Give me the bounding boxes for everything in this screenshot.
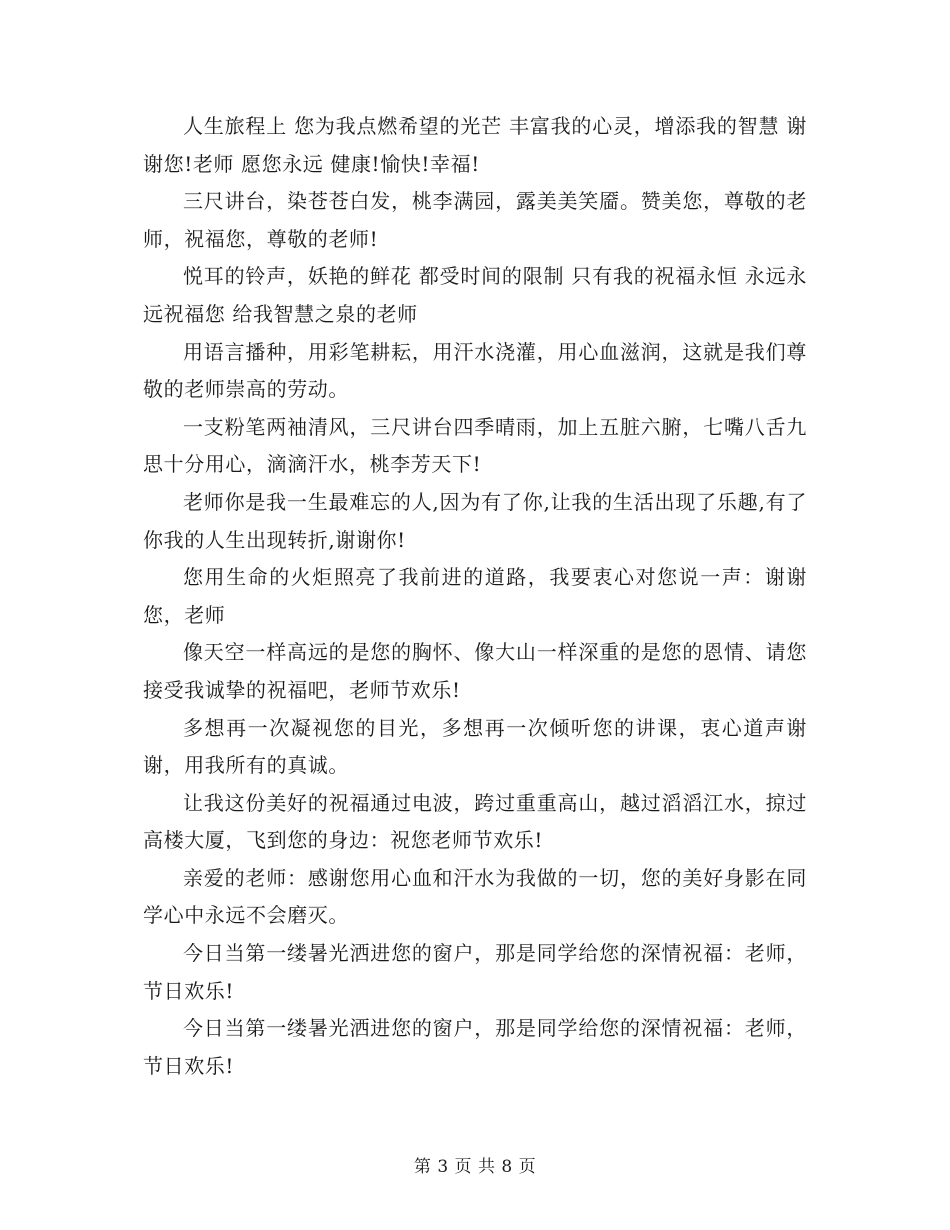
paragraph: 老师你是我一生最难忘的人,因为有了你,让我的生活出现了乐趣,有了你我的人生出现转折,谢谢你! <box>143 489 807 552</box>
paragraph: 今日当第一缕暑光洒进您的窗户，那是同学给您的深情祝福：老师，节日欢乐! <box>143 1016 807 1078</box>
paragraph: 让我这份美好的祝福通过电波，跨过重重高山，越过滔滔江水，掠过高楼大厦，飞到您的身边：祝您老师节欢乐! <box>143 790 807 853</box>
page-number: 第 3 页 共 8 页 <box>413 1157 537 1177</box>
paragraph: 亲爱的老师：感谢您用心血和汗水为我做的一切，您的美好身影在同学心中永远不会磨灭。 <box>143 865 807 928</box>
paragraph: 多想再一次凝视您的目光，多想再一次倾听您的讲课，衷心道声谢谢，用我所有的真诚。 <box>143 715 807 778</box>
paragraph: 用语言播种，用彩笔耕耘，用汗水浇灌，用心血滋润，这就是我们尊敬的老师崇高的劳动。 <box>143 339 807 402</box>
paragraph: 一支粉笔两袖清风，三尺讲台四季晴雨，加上五脏六腑，七嘴八舌九思十分用心，滴滴汗水，桃李芳天下! <box>143 414 807 477</box>
paragraph: 您用生命的火炬照亮了我前进的道路，我要衷心对您说一声：谢谢您，老师 <box>143 565 807 627</box>
paragraph: 三尺讲台，染苍苍白发，桃李满园，露美美笑靥。赞美您，尊敬的老师，祝福您，尊敬的老师! <box>143 189 807 251</box>
document-body <box>143 108 807 1085</box>
paragraph: 人生旅程上 您为我点燃希望的光芒 丰富我的心灵，增添我的智慧 谢谢您!老师 愿您永远 健康!愉快!幸福! <box>143 114 807 176</box>
paragraph: 像天空一样高远的是您的胸怀、像大山一样深重的是您的恩情、请您接受我诚挚的祝福吧，老师节欢乐! <box>143 640 807 702</box>
paragraph: 悦耳的铃声，妖艳的鲜花 都受时间的限制 只有我的祝福永恒 永远永远祝福您 给我智慧之泉的老师 <box>143 264 807 326</box>
page-footer <box>0 1152 950 1177</box>
paragraph: 今日当第一缕暑光洒进您的窗户，那是同学给您的深情祝福：老师，节日欢乐! <box>143 941 807 1003</box>
